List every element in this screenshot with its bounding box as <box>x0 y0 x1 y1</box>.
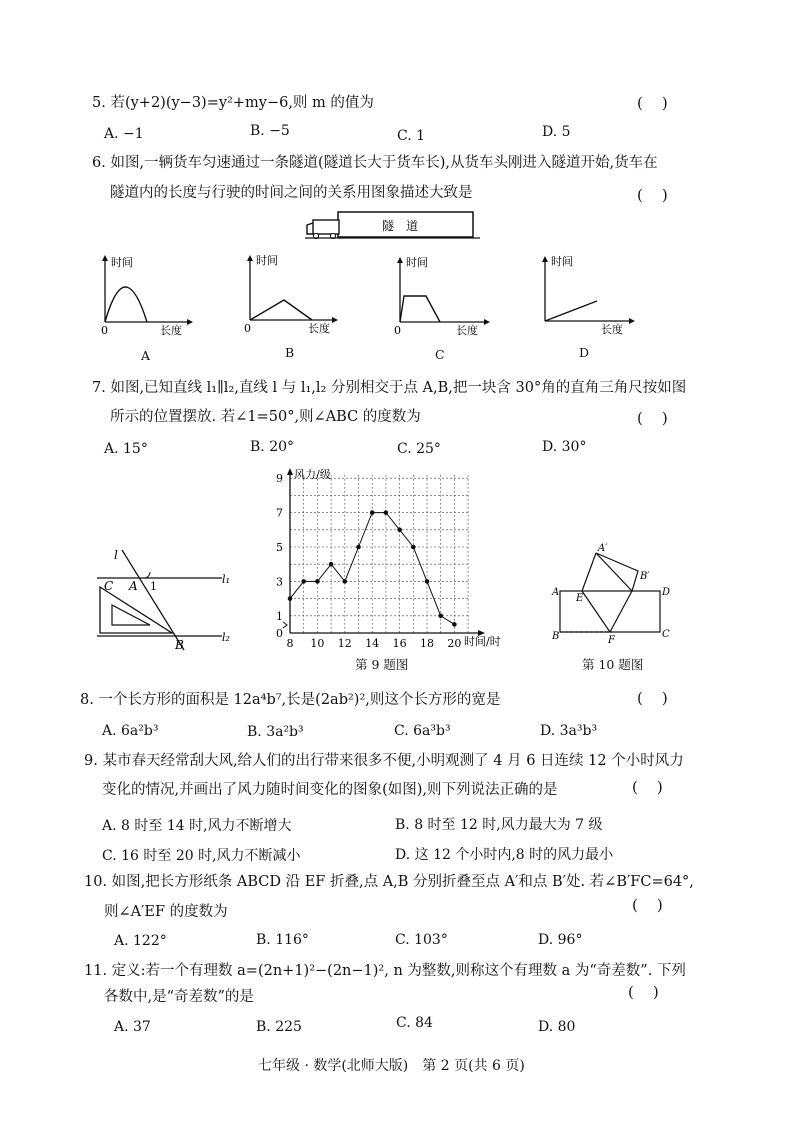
q10-option-b[interactable]: B. 116° <box>256 932 309 948</box>
q10-answer-paren[interactable]: ( ) <box>632 896 663 914</box>
q9-figure-caption: 第 9 题图 <box>355 657 409 672</box>
curve-line <box>545 301 597 321</box>
chart-grid <box>290 475 468 633</box>
q8-stem: 8. 一个长方形的面积是 12a⁴b⁷,长是(2ab²)²,则这个长方形的宽是 <box>80 692 501 708</box>
y-tick-label: 5 <box>276 541 283 554</box>
q6-option-c[interactable]: C <box>435 347 445 362</box>
q7-figure <box>92 545 242 655</box>
svg-text:l: l <box>114 548 118 562</box>
q11-option-c[interactable]: C. 84 <box>396 1015 433 1031</box>
q7-option-b[interactable]: B. 20° <box>250 439 295 455</box>
q5-option-a[interactable]: A. −1 <box>104 126 144 142</box>
data-point <box>452 622 457 627</box>
q7-option-c[interactable]: C. 25° <box>397 441 441 457</box>
y-tick-label: 7 <box>276 506 283 520</box>
x-tick-label: 10 <box>310 637 325 650</box>
y-tick-label: 3 <box>276 575 283 589</box>
svg-text:长度: 长度 <box>308 322 330 335</box>
q11-option-b[interactable]: B. 225 <box>256 1019 302 1035</box>
data-point <box>438 614 443 619</box>
q5-option-d[interactable]: D. 5 <box>542 124 571 140</box>
q9-wind-chart <box>266 466 526 650</box>
data-point <box>397 528 402 533</box>
folded-flap-top <box>596 553 638 591</box>
q7-answer-paren[interactable]: ( ) <box>637 409 668 427</box>
set-square-outer <box>100 587 172 633</box>
q6-graph-b[interactable] <box>240 252 350 342</box>
q11-option-a[interactable]: A. 37 <box>114 1019 151 1035</box>
svg-text:时间: 时间 <box>256 254 278 267</box>
x-tick-label: 20 <box>447 637 462 650</box>
curve-triangle <box>250 300 312 320</box>
q6-graph-a[interactable] <box>95 252 205 342</box>
svg-text:0: 0 <box>101 324 108 337</box>
svg-text:B′: B′ <box>640 571 650 582</box>
y-tick-label: 9 <box>276 472 283 486</box>
y-tick-label: 1 <box>276 609 283 623</box>
svg-text:长度: 长度 <box>601 323 623 336</box>
q11-stem-line1: 11. 定义:若一个有理数 a=(2n+1)²−(2n−1)², n 为整数,则称这个有理数 a 为“奇差数”. 下列 <box>84 963 686 979</box>
svg-text:A′: A′ <box>598 543 608 554</box>
q8-option-b[interactable]: B. 3a²b³ <box>247 724 304 740</box>
q9-stem-line1: 9. 某市春天经常刮大风,给人们的出行带来很多不便,小明观测了 4 月 6 日连续 12 个小时风力 <box>84 753 684 769</box>
q10-option-a[interactable]: A. 122° <box>114 933 167 949</box>
q8-answer-paren[interactable]: ( ) <box>637 689 668 707</box>
paper-strip-rect <box>560 591 660 632</box>
fold-line-ef <box>582 591 610 632</box>
q5-stem: 5. 若(y+2)(y−3)=y²+my−6,则 m 的值为 <box>92 95 374 111</box>
q6-option-d[interactable]: D <box>579 345 590 360</box>
svg-text:D: D <box>662 587 671 598</box>
q5-option-c[interactable]: C. 1 <box>397 128 426 144</box>
q10-option-d[interactable]: D. 96° <box>538 932 583 948</box>
svg-text:时间: 时间 <box>406 256 428 269</box>
q10-stem-line1: 10. 如图,把长方形纸条 ABCD 沿 EF 折叠,点 A,B 分别折叠至点 A′和点 B′处. 若∠B′FC=64°, <box>84 874 694 890</box>
q10-stem-line2: 则∠A′EF 的度数为 <box>104 904 228 920</box>
svg-text:E: E <box>576 593 584 604</box>
q8-option-c[interactable]: C. 6a³b³ <box>394 723 451 739</box>
q6-answer-paren[interactable]: ( ) <box>637 186 668 204</box>
q5-option-b[interactable]: B. −5 <box>250 123 290 139</box>
q10-option-c[interactable]: C. 103° <box>395 932 448 948</box>
curve-arc <box>105 287 147 322</box>
data-point <box>384 510 389 515</box>
q11-option-d[interactable]: D. 80 <box>538 1019 576 1035</box>
data-point <box>356 545 361 550</box>
curve-trapezoid <box>400 296 440 322</box>
svg-text:A: A <box>552 587 560 598</box>
q8-option-d[interactable]: D. 3a³b³ <box>540 723 598 739</box>
angle-1-arc <box>144 572 150 578</box>
svg-text:l₁: l₁ <box>222 573 230 586</box>
svg-text:B: B <box>552 631 560 642</box>
chart-ylabel: 风力/级 <box>294 468 331 481</box>
svg-text:0: 0 <box>394 324 401 337</box>
data-point <box>329 562 334 567</box>
svg-text:A: A <box>129 579 138 593</box>
q7-option-a[interactable]: A. 15° <box>104 441 148 457</box>
q9-option-c[interactable]: C. 16 时至 20 时,风力不断减小 <box>102 848 301 864</box>
svg-text:F: F <box>608 635 615 646</box>
x-tick-label: 14 <box>365 637 380 650</box>
x-tick-label: 16 <box>392 637 407 650</box>
svg-text:B: B <box>175 638 184 652</box>
svg-text:时间: 时间 <box>111 256 133 269</box>
svg-text:C: C <box>104 579 114 593</box>
q6-option-a[interactable]: A <box>141 348 151 363</box>
q6-option-b[interactable]: B <box>285 345 295 360</box>
q9-stem-line2: 变化的情况,并画出了风力随时间变化的图象(如图),则下列说法正确的是 <box>102 782 558 798</box>
page-footer: 七年级 · 数学(北师大版) 第 2 页(共 6 页) <box>258 1058 525 1074</box>
q9-option-d[interactable]: D. 这 12 个小时内,8 时的风力最小 <box>395 847 614 863</box>
q6-graph-d[interactable] <box>537 253 647 343</box>
x-tick-label: 18 <box>420 637 434 650</box>
q5-answer-paren[interactable]: ( ) <box>637 94 668 112</box>
q6-stem-line1: 6. 如图,一辆货车匀速通过一条隧道(隧道长大于货车长),从货车头刚进入隧道开始,货车在 <box>92 155 658 171</box>
q8-option-a[interactable]: A. 6a²b³ <box>102 723 159 739</box>
q10-figure <box>552 543 682 653</box>
x-tick-label: 12 <box>337 637 352 650</box>
q6-stem-line2: 隧道内的长度与行驶的时间之间的关系用图象描述大致是 <box>110 185 473 201</box>
q11-answer-paren[interactable]: ( ) <box>628 983 659 1001</box>
data-point <box>370 510 375 515</box>
q6-graph-c[interactable] <box>392 254 502 344</box>
y-tick-label: 0 <box>276 627 283 640</box>
tunnel-label: 隧 道 <box>381 219 419 233</box>
svg-text:l₂: l₂ <box>222 631 230 644</box>
q7-stem-line2: 所示的位置摆放. 若∠1=50°,则∠ABC 的度数为 <box>110 409 421 425</box>
data-point <box>315 579 320 584</box>
truck-cab <box>307 223 313 234</box>
q7-option-d[interactable]: D. 30° <box>542 439 587 455</box>
svg-text:时间: 时间 <box>551 255 573 268</box>
q9-option-a[interactable]: A. 8 时至 14 时,风力不断增大 <box>102 818 292 834</box>
chart-xlabel: 时间/时 <box>464 635 501 648</box>
svg-text:0: 0 <box>244 322 251 335</box>
q11-stem-line2: 各数中,是“奇差数”的是 <box>104 989 254 1005</box>
q9-answer-paren[interactable]: ( ) <box>632 778 663 796</box>
data-point <box>301 579 306 584</box>
svg-text:C: C <box>662 629 670 640</box>
svg-text:长度: 长度 <box>160 324 182 337</box>
data-point <box>288 596 293 601</box>
svg-text:长度: 长度 <box>456 324 478 337</box>
x-tick-label: 8 <box>286 637 294 650</box>
line-l <box>122 550 184 650</box>
data-point <box>343 579 348 584</box>
q7-stem-line1: 7. 如图,已知直线 l₁∥l₂,直线 l 与 l₁,l₂ 分别相交于点 A,B,把一块含 30°角的直角三角尺按如图 <box>92 380 687 396</box>
axis-break-icon <box>283 622 287 628</box>
truck-body <box>313 220 339 234</box>
truck-tunnel-figure <box>305 212 485 242</box>
svg-text:1: 1 <box>150 580 157 593</box>
q9-option-b[interactable]: B. 8 时至 12 时,风力最大为 7 级 <box>395 817 603 833</box>
data-point <box>425 579 430 584</box>
chart-axes <box>283 468 485 636</box>
data-point <box>411 545 416 550</box>
q10-figure-caption: 第 10 题图 <box>582 657 644 672</box>
